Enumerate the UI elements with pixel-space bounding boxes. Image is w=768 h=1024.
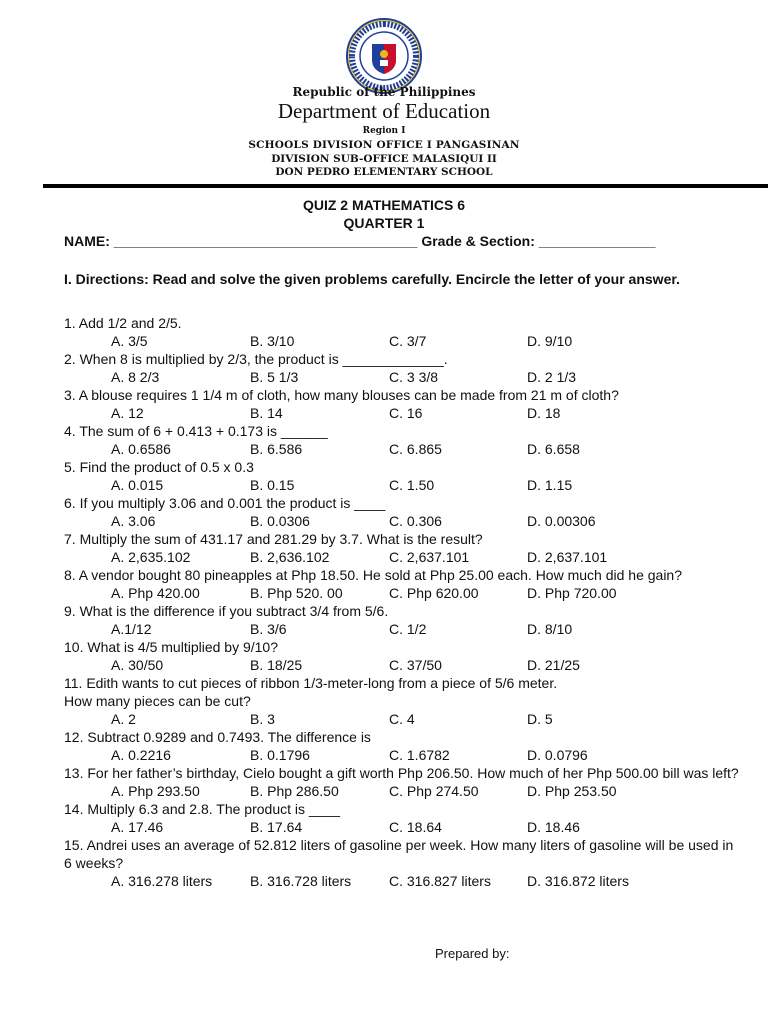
answer-option-a[interactable]: A. 0.6586 [111, 441, 171, 457]
question-item [64, 386, 744, 422]
answer-options [64, 584, 744, 602]
answer-option-b[interactable]: B. 316.728 liters [250, 873, 352, 889]
answer-options [64, 746, 744, 764]
answer-option-a[interactable]: A. 30/50 [111, 657, 164, 673]
answer-option-d[interactable]: D. 316.872 liters [527, 873, 629, 889]
answer-option-a[interactable]: A. 3.06 [111, 513, 156, 529]
question-text: 10. What is 4/5 multiplied by 9/10? [64, 639, 279, 655]
question-item [64, 566, 744, 602]
question-item [64, 728, 744, 764]
answer-option-d[interactable]: D. 18 [527, 405, 561, 421]
answer-options [64, 710, 744, 728]
answer-option-c[interactable]: C. Php 620.00 [389, 585, 479, 601]
quiz-title: QUIZ 2 MATHEMATICS 6 [302, 197, 466, 213]
answer-options [64, 476, 744, 494]
answer-option-c[interactable]: C. 16 [389, 405, 423, 421]
answer-option-b[interactable]: B. 0.1796 [250, 747, 310, 763]
question-text: 8. A vendor bought 80 pineapples at Php 18.50. He sold at Php 25.00 each. How much did he gain? [64, 567, 683, 583]
answer-option-c[interactable]: C. 18.64 [389, 819, 442, 835]
answer-options [64, 872, 744, 890]
answer-option-b[interactable]: B. 5 1/3 [250, 369, 299, 385]
answer-option-d[interactable]: D. 21/25 [527, 657, 580, 673]
school-name: DON PEDRO ELEMENTARY SCHOOL [275, 166, 493, 178]
answer-options [64, 782, 744, 800]
answer-option-b[interactable]: B. Php 286.50 [250, 783, 339, 799]
answer-option-d[interactable]: D. 6.658 [527, 441, 580, 457]
answer-option-d[interactable]: D. 2,637.101 [527, 549, 608, 565]
answer-option-a[interactable]: A. 3/5 [111, 333, 148, 349]
question-text-continued: How many pieces can be cut? [64, 693, 251, 709]
answer-option-b[interactable]: B. 14 [250, 405, 283, 421]
answer-option-b[interactable]: B. 2,636.102 [250, 549, 330, 565]
answer-options [64, 440, 744, 458]
answer-option-a[interactable]: A. 2 [111, 711, 136, 727]
question-item [64, 530, 744, 566]
question-item [64, 638, 744, 674]
answer-option-b[interactable]: B. 3 [250, 711, 275, 727]
answer-option-c[interactable]: C. 3/7 [389, 333, 427, 349]
answer-option-a[interactable]: A. 0.015 [111, 477, 164, 493]
answer-option-d[interactable]: D. 18.46 [527, 819, 580, 835]
answer-option-c[interactable]: C. Php 274.50 [389, 783, 479, 799]
answer-option-a[interactable]: A. 17.46 [111, 819, 164, 835]
question-item [64, 350, 744, 386]
question-item [64, 314, 744, 350]
quiz-quarter: QUARTER 1 [343, 215, 425, 231]
answer-option-c[interactable]: C. 0.306 [389, 513, 442, 529]
question-text: 12. Subtract 0.9289 and 0.7493. The difference is [64, 729, 371, 745]
answer-option-b[interactable]: B. 0.0306 [250, 513, 310, 529]
question-text: 3. A blouse requires 1 1/4 m of cloth, how many blouses can be made from 21 m of cloth? [64, 387, 619, 403]
answer-option-d[interactable]: D. 8/10 [527, 621, 573, 637]
answer-option-a[interactable]: A. 8 2/3 [111, 369, 160, 385]
header-divider [43, 184, 768, 188]
answer-option-a[interactable]: A. Php 293.50 [111, 783, 200, 799]
answer-option-b[interactable]: B. 0.15 [250, 477, 295, 493]
answer-options [64, 332, 744, 350]
answer-option-a[interactable]: A. Php 420.00 [111, 585, 200, 601]
answer-option-c[interactable]: C. 1/2 [389, 621, 427, 637]
answer-options [64, 368, 744, 386]
answer-option-c[interactable]: C. 6.865 [389, 441, 442, 457]
question-item [64, 422, 744, 458]
answer-option-c[interactable]: C. 1.50 [389, 477, 435, 493]
republic-line: Republic of the Philippines [292, 85, 476, 99]
answer-option-a[interactable]: A. 0.2216 [111, 747, 171, 763]
question-item [64, 494, 744, 530]
answer-option-b[interactable]: B. 6.586 [250, 441, 303, 457]
answer-option-c[interactable]: C. 4 [389, 711, 415, 727]
question-text: 9. What is the difference if you subtract 3/4 from 5/6. [64, 603, 389, 619]
answer-option-a[interactable]: A.1/12 [111, 621, 152, 637]
question-text: 2. When 8 is multiplied by 2/3, the product is _____________. [64, 351, 448, 367]
question-item [64, 764, 744, 800]
answer-options [64, 548, 744, 566]
answer-option-d[interactable]: D. 1.15 [527, 477, 573, 493]
question-list [64, 314, 744, 890]
division-office-line: SCHOOLS DIVISION OFFICE I PANGASINAN [248, 139, 520, 151]
answer-option-c[interactable]: C. 316.827 liters [389, 873, 491, 889]
answer-options [64, 404, 744, 422]
answer-option-c[interactable]: C. 3 3/8 [389, 369, 439, 385]
answer-options [64, 818, 744, 836]
question-item [64, 602, 744, 638]
question-text: 11. Edith wants to cut pieces of ribbon 1/3-meter-long from a piece of 5/6 meter. [64, 675, 558, 691]
question-text: 7. Multiply the sum of 431.17 and 281.29 by 3.7. What is the result? [64, 531, 483, 547]
name-grade-section-line: NAME: _______________________________________ Grade & Section: _______________ [64, 233, 656, 249]
answer-option-a[interactable]: A. 12 [111, 405, 144, 421]
deped-seal-logo [346, 18, 422, 94]
question-text: 15. Andrei uses an average of 52.812 liters of gasoline per week. How many liters of gasoline will be used in 6 weeks? [64, 837, 734, 871]
answer-options [64, 512, 744, 530]
question-text: 13. For her father’s birthday, Cielo bought a gift worth Php 206.50. How much of her Php 500.00 bill was left? [64, 765, 739, 781]
question-text: 14. Multiply 6.3 and 2.8. The product is ____ [64, 801, 341, 817]
question-item [64, 836, 744, 890]
answer-option-d[interactable]: D. 9/10 [527, 333, 573, 349]
answer-option-b[interactable]: B. 17.64 [250, 819, 303, 835]
answer-option-d[interactable]: D. 0.00306 [527, 513, 596, 529]
answer-option-a[interactable]: A. 316.278 liters [111, 873, 213, 889]
region-line: Region I [362, 126, 406, 136]
answer-option-a[interactable]: A. 2,635.102 [111, 549, 191, 565]
question-item [64, 458, 744, 494]
answer-option-c[interactable]: C. 37/50 [389, 657, 442, 673]
question-text: 4. The sum of 6 + 0.413 + 0.173 is ______ [64, 423, 328, 439]
answer-option-b[interactable]: B. 18/25 [250, 657, 303, 673]
directions: I. Directions: Read and solve the given problems carefully. Encircle the letter of your answer. [64, 271, 680, 287]
question-text: 1. Add 1/2 and 2/5. [64, 315, 182, 331]
answer-options [64, 620, 744, 638]
question-item [64, 800, 744, 836]
question-text: 6. If you multiply 3.06 and 0.001 the product is ____ [64, 495, 386, 511]
prepared-by-label: Prepared by: [435, 946, 510, 961]
answer-option-b[interactable]: B. 3/10 [250, 333, 295, 349]
answer-option-b[interactable]: B. Php 520. 00 [250, 585, 343, 601]
answer-option-c[interactable]: C. 1.6782 [389, 747, 450, 763]
answer-option-d[interactable]: D. 0.0796 [527, 747, 588, 763]
answer-option-d[interactable]: D. 5 [527, 711, 553, 727]
answer-option-d[interactable]: D. Php 720.00 [527, 585, 617, 601]
answer-options [64, 656, 744, 674]
answer-option-d[interactable]: D. Php 253.50 [527, 783, 617, 799]
department-title: Department of Education [277, 99, 491, 123]
sub-office-line: DIVISION SUB-OFFICE MALASIQUI II [271, 153, 497, 165]
answer-option-c[interactable]: C. 2,637.101 [389, 549, 470, 565]
question-item [64, 674, 744, 728]
question-text: 5. Find the product of 0.5 x 0.3 [64, 459, 254, 475]
answer-option-b[interactable]: B. 3/6 [250, 621, 287, 637]
answer-option-d[interactable]: D. 2 1/3 [527, 369, 577, 385]
